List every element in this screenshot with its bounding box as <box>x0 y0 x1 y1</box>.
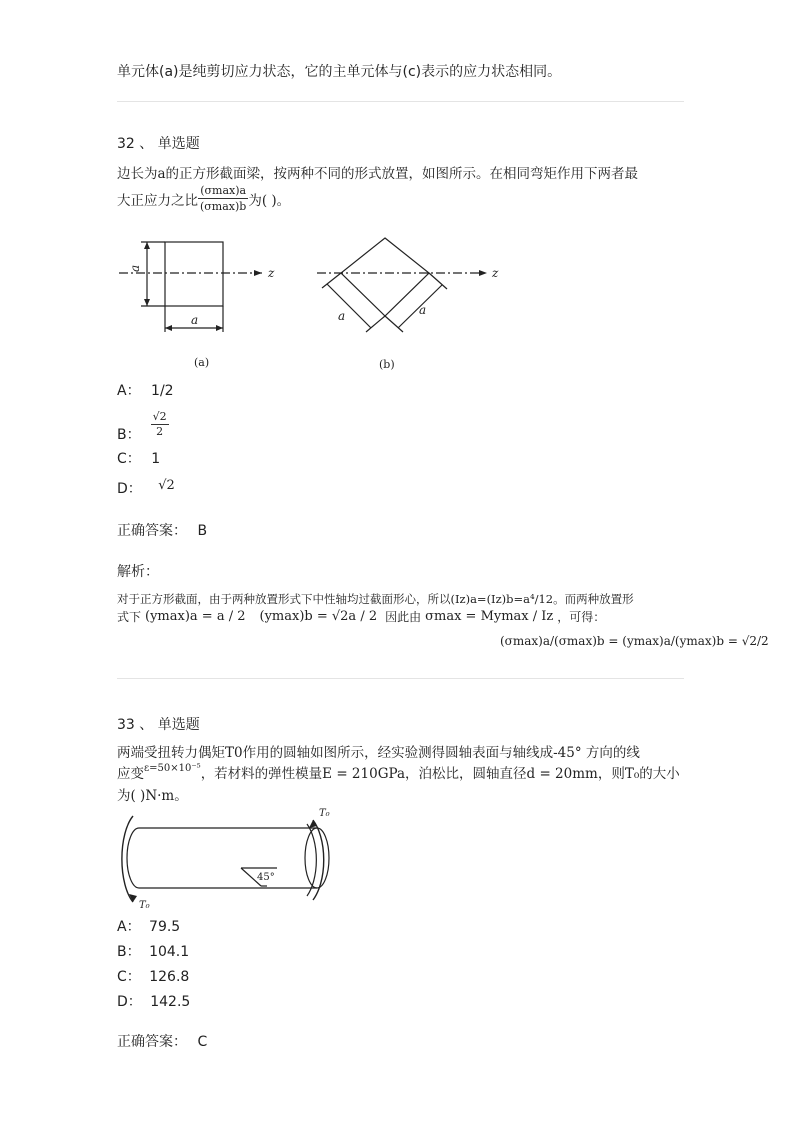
question-33-header: 33 、 单选题 <box>117 717 200 733</box>
previous-explanation: 单元体(a)是纯剪切应力状态，它的主单元体与(c)表示的应力状态相同。 <box>117 64 562 80</box>
option-d[interactable] <box>117 478 175 498</box>
option-label: C： <box>117 969 141 985</box>
option-b[interactable] <box>117 404 169 444</box>
eq-ymax-a: (ymax)a = a / 2 <box>145 609 246 624</box>
option-value: 79.5 <box>149 919 181 935</box>
analysis-prefix: 式下 <box>117 610 142 624</box>
eq-result: (σmax)a/(σmax)b = (ymax)a/(ymax)b = √2/2 <box>500 634 769 648</box>
option-label: C： <box>117 451 141 467</box>
question-33-figure <box>117 806 347 912</box>
question-32-figure <box>117 232 507 377</box>
answer-label: 正确答案： <box>117 1034 187 1050</box>
eq-ymax-b: (ymax)b = √2a / 2 <box>259 609 378 624</box>
strain-value: ε=50×10⁻⁵ <box>144 762 201 774</box>
option-b[interactable] <box>117 941 189 961</box>
option-label: B： <box>117 944 141 960</box>
question-33-stem-line2 <box>117 762 680 782</box>
answer-32 <box>117 521 207 541</box>
stress-ratio-fraction <box>198 183 248 214</box>
option-c[interactable] <box>117 966 189 986</box>
divider <box>117 678 684 679</box>
stem-suffix: 为( )。 <box>248 192 291 209</box>
angle-label: 45° <box>257 872 275 883</box>
caption-a: (a) <box>194 356 210 369</box>
option-value: 104.1 <box>149 944 190 960</box>
option-value: 1 <box>151 451 161 467</box>
axis-z-b: z <box>492 266 499 280</box>
square-section-a <box>165 242 223 306</box>
stem-prefix: 应变 <box>117 766 144 782</box>
question-32-stem-line2 <box>117 183 290 214</box>
fraction-denominator: 2 <box>156 424 164 438</box>
stem-suffix: ，若材料的弹性模量E = 210GPa，泊松比，圆轴直径d = 20mm，则T₀的大小 <box>200 766 680 782</box>
option-label: A： <box>117 919 141 935</box>
option-a[interactable] <box>117 916 180 936</box>
option-label: B： <box>117 427 141 443</box>
label-b-right: a <box>419 303 427 317</box>
option-d[interactable] <box>117 991 190 1011</box>
torque-label-right: T₀ <box>319 808 330 819</box>
stem-prefix: 大正应力之比 <box>117 192 198 209</box>
analysis-mid2: ，可得： <box>557 610 606 624</box>
option-value: 1/2 <box>151 383 174 399</box>
shaft-outline <box>139 828 317 888</box>
analysis-line1: 对于正方形截面，由于两种放置形式下中性轴均过截面形心，所以(Iz)a=(Iz)b=a⁴/12。而两种放置形 <box>117 592 634 606</box>
question-32-header: 32 、 单选题 <box>117 136 200 152</box>
ratio-numerator: (σmax)a <box>198 183 248 199</box>
torque-label-left: T₀ <box>139 900 150 911</box>
option-label: D： <box>117 481 142 497</box>
label-b-left: a <box>338 309 346 323</box>
option-value: 142.5 <box>150 994 191 1010</box>
answer-value: C <box>197 1034 208 1050</box>
option-a[interactable] <box>117 380 174 400</box>
axis-z-a: z <box>268 266 275 280</box>
question-32-stem-line1: 边长为a的正方形截面梁，按两种不同的形式放置，如图所示。在相同弯矩作用下两者最 <box>117 166 639 182</box>
caption-b: (b) <box>379 358 395 371</box>
option-b-fraction <box>151 410 169 439</box>
shaft-left-end <box>127 828 139 888</box>
analysis-mid1: 因此由 <box>385 610 422 624</box>
answer-label: 正确答案： <box>117 523 187 539</box>
ratio-denominator: (σmax)b <box>200 200 247 213</box>
divider <box>117 101 684 102</box>
shaft-right-end <box>305 828 329 888</box>
option-label: A： <box>117 383 141 399</box>
option-value: √2 <box>158 478 175 493</box>
label-a-bottom: a <box>191 313 199 327</box>
answer-33 <box>117 1032 207 1052</box>
question-33-stem-line1: 两端受扭转力偶矩T0作用的圆轴如图所示，经实验测得圆轴表面与轴线成-45° 方向的线 <box>117 745 640 761</box>
analysis-label: 解析： <box>117 564 159 580</box>
answer-value: B <box>197 523 208 539</box>
analysis-line2 <box>117 608 605 625</box>
option-c[interactable] <box>117 448 160 468</box>
dim-line-b-left <box>327 284 371 328</box>
label-a-side: a <box>128 264 142 272</box>
fraction-numerator: √2 <box>152 409 167 423</box>
option-label: D： <box>117 994 142 1010</box>
eq-sigma: σmax = Mymax / Iz <box>425 609 554 624</box>
square-section-b <box>341 238 429 316</box>
option-value: 126.8 <box>149 969 190 985</box>
question-33-stem-line3: 为( )N·m。 <box>117 788 188 804</box>
